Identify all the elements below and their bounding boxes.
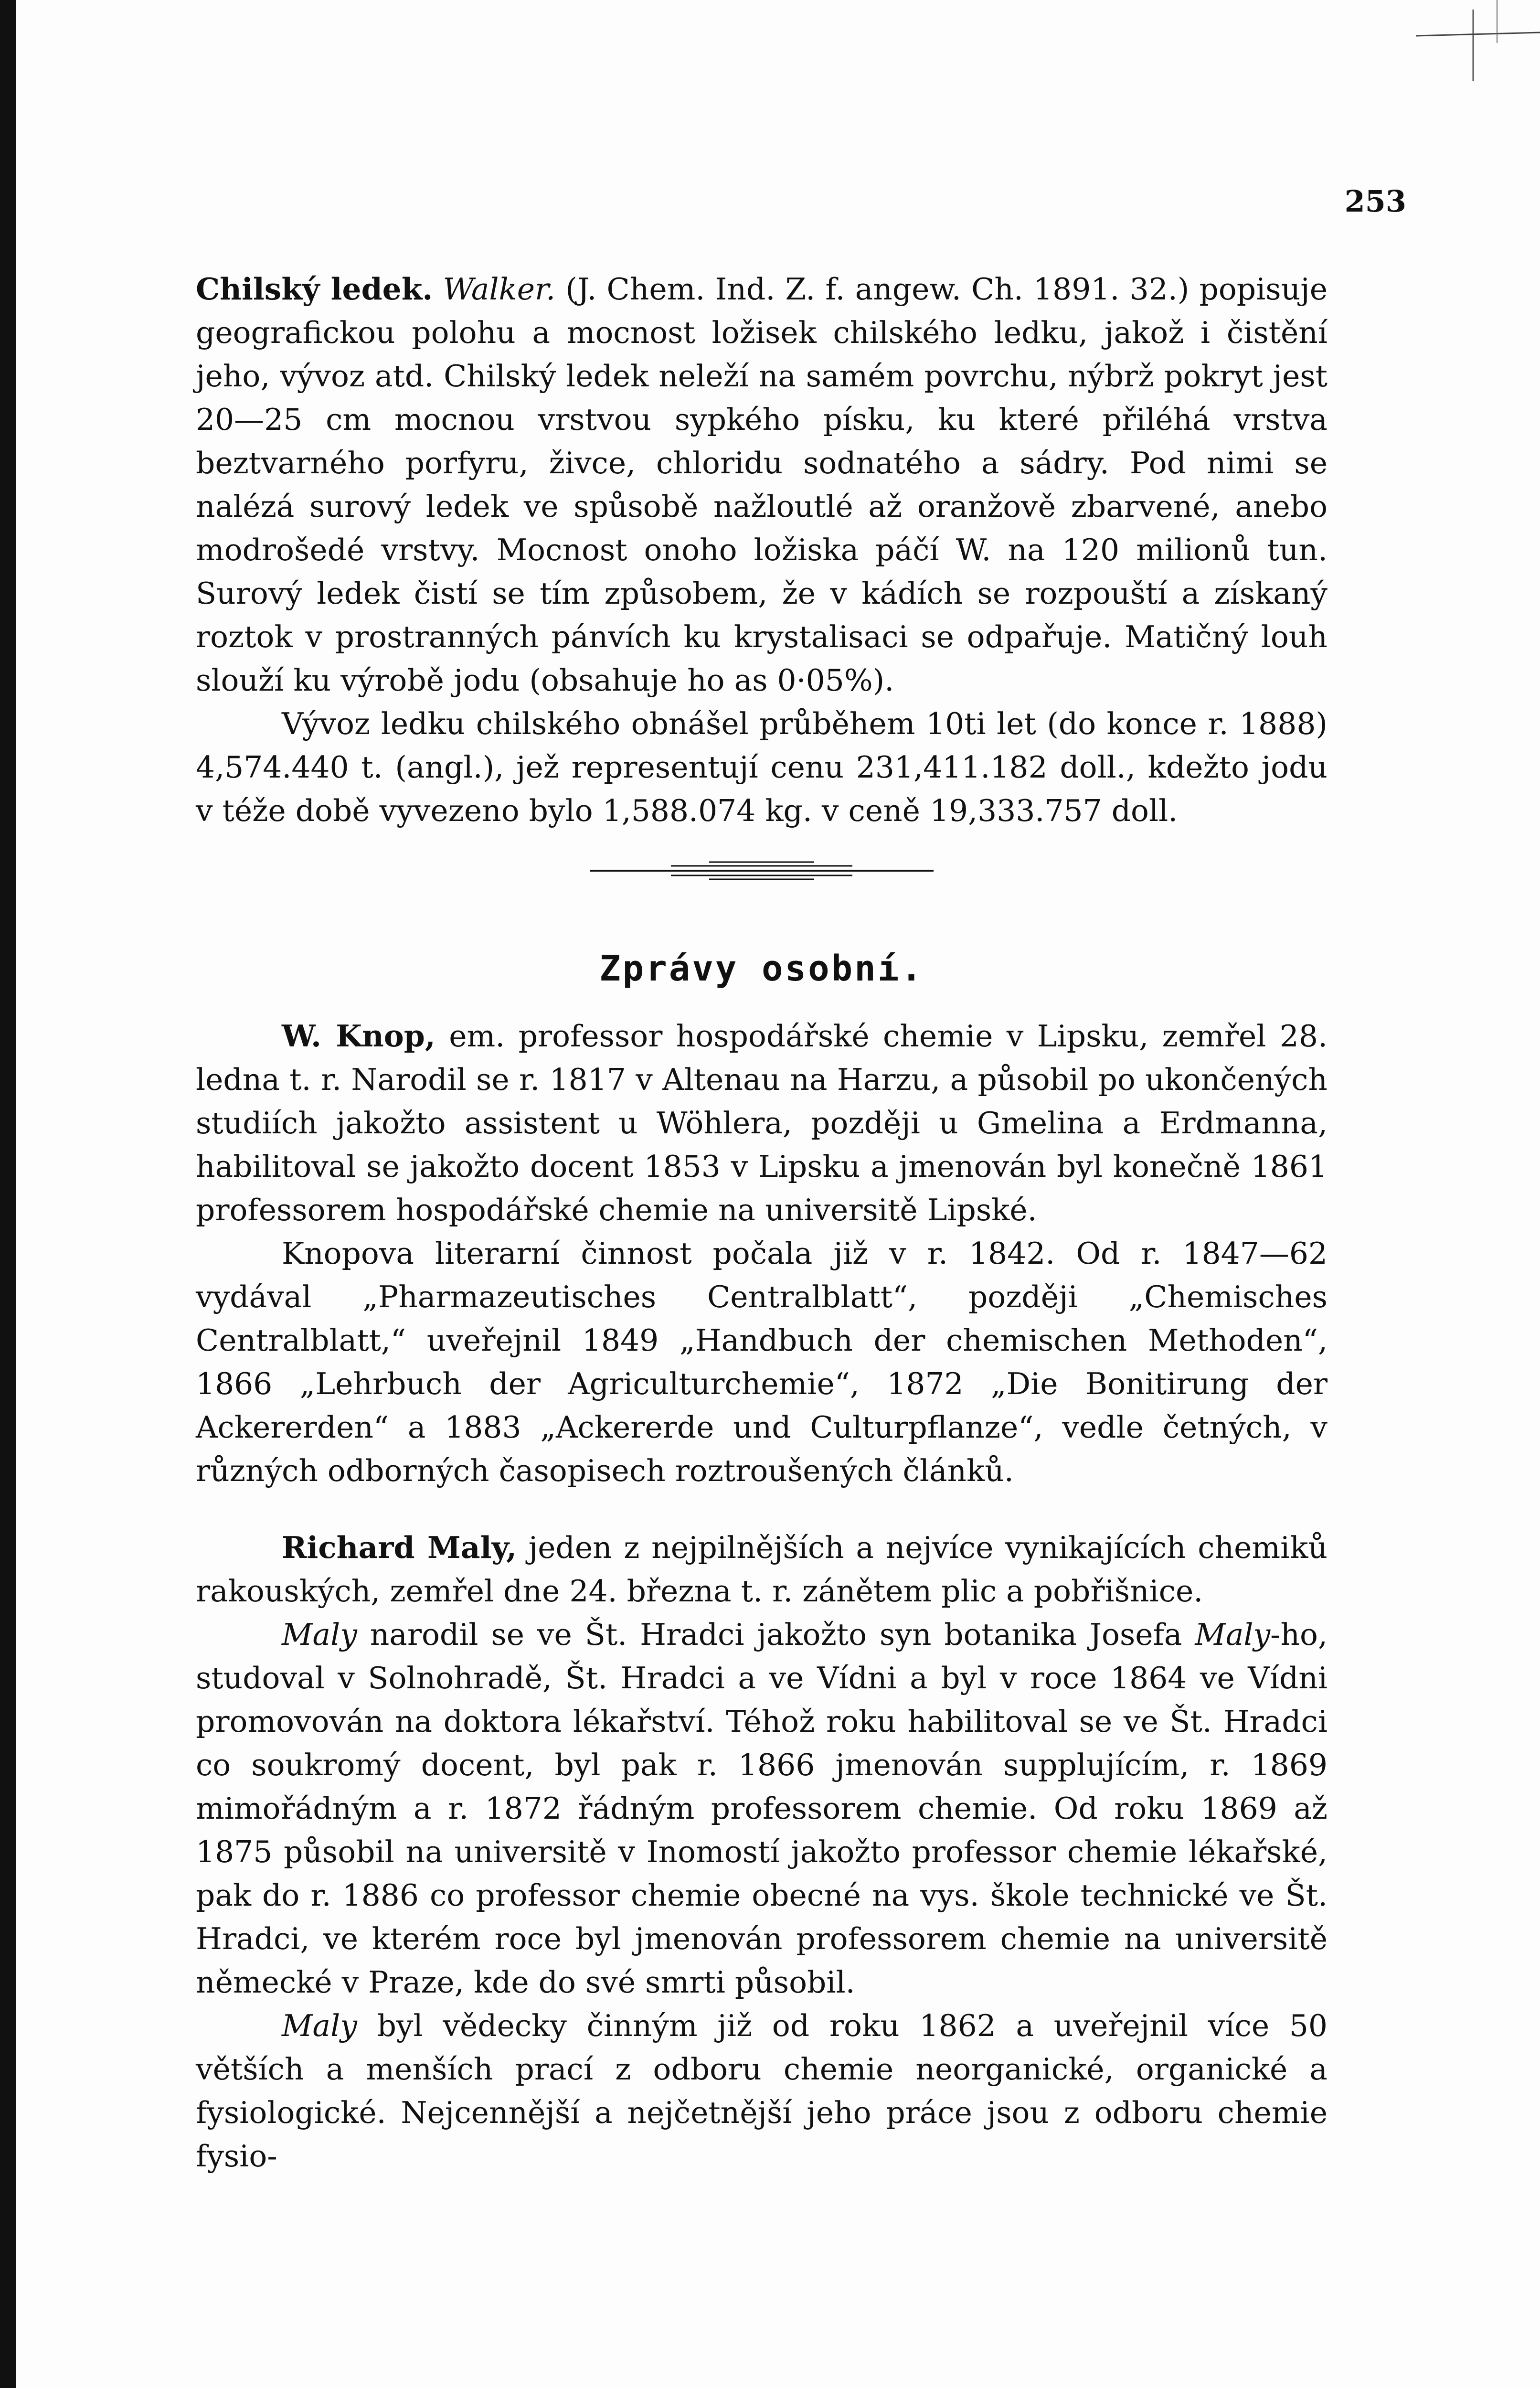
knop-text: em. professor hospodářské chemie v Lipsku, zemřel 28. ledna t. r. Narodil se r. 1817 v Altenau na Harzu, a působil po ukončených studiích jakožto assistent u Wöhlera, později u Gmelina a Erdmanna, habilitoval se jakožto docent 1853 v Lipsku a jmenován byl konečně 1861 professorem hospodářské chemie na universitě Lipské. [196,1019,1328,1227]
scan-corner-marks [1339,0,1540,81]
maly-text: jeden z nejpilnějších a nejvíce vynikajících chemiků rakouských, zemřel dne 24. března t. r. zánětem plic a pobřišnice. [196,1530,1328,1609]
article-chile-text: (J. Chem. Ind. Z. f. angew. Ch. 1891. 32.) popisuje geografickou polohu a mocnost ložisek chilského ledku, jakož i čistění jeho, vývoz atd. Chilský ledek neleží na samém povrchu, nýbrž pokryt jest 20—25 cm mocnou vrstvou sypkého písku, ku které přiléhá vrstva beztvarného porfyru, živce, chloridu sodnatého a sádry. Pod nimi se nalézá surový ledek ve spůsobě nažloutlé až oranžově zbarvené, anebo modrošedé vrstvy. Mocnost onoho ložiska páčí W. na 120 milionů tun. Surový ledek čistí se tím způsobem, že v kádích se rozpouští a získaný roztok v prostranných pánvích ku krystalisaci se odpařuje. Matičný louh slouží ku výrobě jodu (obsahuje ho as 0·05%). [196,272,1328,698]
article-chile-paragraph [196,267,1328,702]
maly-name-inline-c: Maly [282,2008,357,2043]
maly-bio-text-b: -ho, studoval v Solnohradě, Št. Hradci a ve Vídni a byl v roce 1864 ve Vídni promovován na doktora lékařství. Téhož roku habilitoval se ve Št. Hradci co soukromý docent, byl pak r. 1866 jmenován supplujícím, r. 1869 mimořádným a r. 1872 řádným professorem chemie. Od roku 1869 až 1875 působil na universitě v Inomostí jakožto professor chemie lékařské, pak do r. 1886 co professor chemie obecné na vys. škole technické ve Št. Hradci, ve kterém roce byl jmenován professorem chemie na universitě německé v Praze, kde do své smrti působil. [196,1617,1328,2000]
maly-work-text: byl vědecky činným již od roku 1862 a uveřejnil více 50 větších a menších prací z odboru chemie neorganické, organické a fysiologické. Nejcennější a nejčetnější jeho práce jsou z odboru chemie fysio- [196,2008,1328,2174]
maly-name-inline-b: Maly [1195,1617,1271,1652]
section-heading: Zprávy osobní. [599,948,924,989]
text-body [196,267,1328,2178]
article-chile-export-paragraph: Vývoz ledku chilského obnášel průběhem 10ti let (do konce r. 1888) 4,574.440 t. (angl.), jež representují cenu 231,411.182 doll., kdežto jodu v téže době vyvezeno bylo 1,588.074 kg. v ceně 19,333.757 doll. [196,706,1328,828]
page-number: 253 [1344,184,1406,219]
knop-literature-paragraph: Knopova literarní činnost počala již v r. 1842. Od r. 1847—62 vydával „Pharmazeutisches Centralblatt“, později „Chemisches Centralblatt,“ uveřejnil 1849 „Handbuch der chemischen Methoden“, 1866 „Lehrbuch der Agriculturchemie“, 1872 „Die Bonitirung der Ackererden“ a 1883 „Ackererde und Culturpflanze“, vedle četných, v různých odborných časopisech roztroušených článků. [196,1236,1328,1488]
maly-biography-paragraph [196,1613,1328,2004]
article-chile-author: Walker. [443,272,556,307]
maly-name: Richard Maly, [282,1530,517,1565]
knop-name: W. Knop, [282,1018,435,1054]
article-chile-title: Chilský ledek. [196,271,433,307]
maly-bio-text-a: narodil se ve Št. Hradci jakožto syn botanika Josefa [370,1617,1182,1652]
maly-paragraph [196,1526,1328,1613]
section-divider [590,856,934,885]
paragraph-gap [196,1492,1328,1526]
knop-paragraph [196,1014,1328,1232]
maly-work-paragraph [196,2004,1328,2178]
maly-name-inline: Maly [282,1617,357,1652]
scan-edge [0,0,16,2388]
